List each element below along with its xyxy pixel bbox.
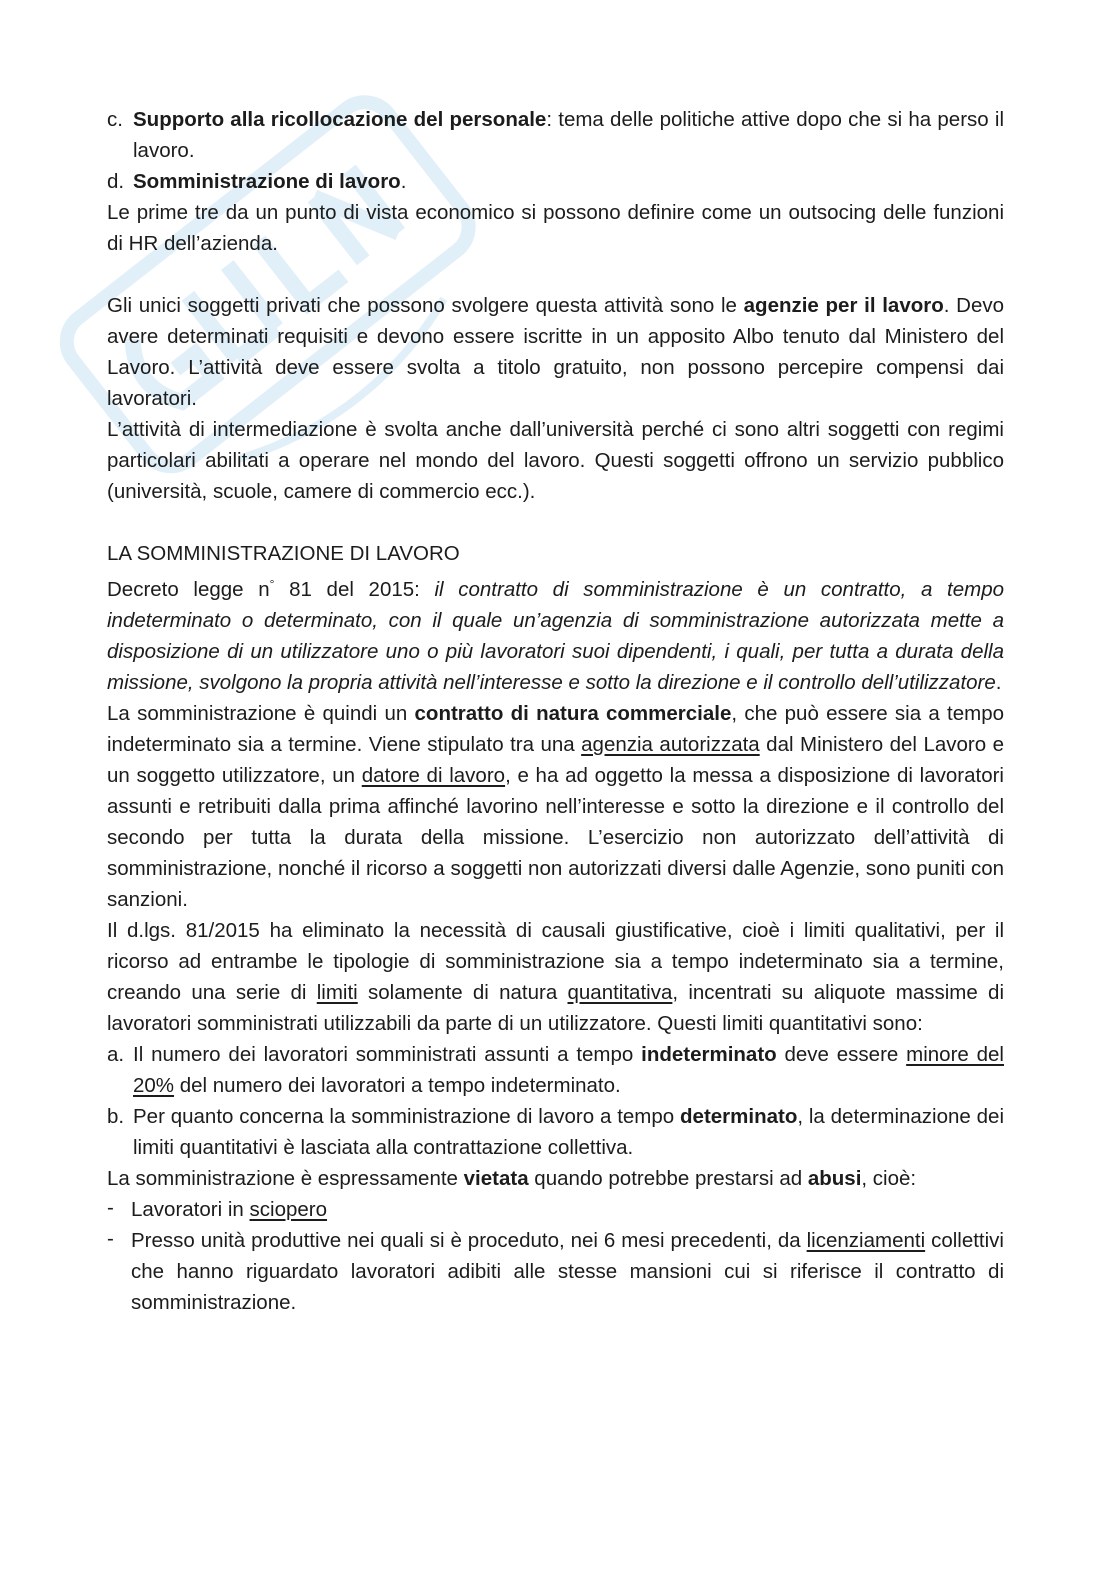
dash-item-sciopero: - Lavoratori in sciopero xyxy=(107,1194,1004,1225)
dash-marker: - xyxy=(107,1226,114,1250)
list-item-b: b. Per quanto concerna la somministrazione di lavoro a tempo determinato, la determinazione dei limiti quantitativi è lasciata alla contrattazione collettiva. xyxy=(107,1101,1004,1163)
list-marker: b. xyxy=(107,1104,125,1128)
paragraph-contratto: La somministrazione è quindi un contratto di natura commerciale, che può essere sia a tempo indeterminato sia a termine. Viene stipulato tra una agenzia autorizzata dal Ministero del Lavoro e un soggetto utilizzatore, un datore di lavoro, e ha ad oggetto la messa a disposizione di lavoratori assunti e retribuiti dalla prima affinché lavorino nell’interesse e sotto la direzione e il controllo del secondo per tutta la durata della missione. L’esercizio non autorizzato dell’attività di somministrazione, nonché il ricorso a soggetti non autorizzati diversi dalle Agenzie, sono puniti con sanzioni. xyxy=(107,701,1005,911)
section-title: LA SOMMINISTRAZIONE DI LAVORO xyxy=(107,542,460,565)
list-marker: d. xyxy=(107,170,125,193)
list-marker: c. xyxy=(107,108,123,131)
list-item-c: c. Supporto alla ricollocazione del personale: tema delle politiche attive dopo che si ha perso il lavoro. xyxy=(107,104,1004,166)
paragraph-agenzie: Gli unici soggetti privati che possono svolgere questa attività sono le agenzie per il lavoro. Devo avere determinati requisiti e devono essere iscritte in un apposito Albo tenuto dal Ministero del Lavoro. L’attività deve essere svolta a titolo gratuito, non possono percepire compensi dai lavoratori. xyxy=(107,294,1005,410)
list-marker: a. xyxy=(107,1042,125,1066)
dash-item-licenziamenti: - Presso unità produttive nei quali si è proceduto, nei 6 mesi precedenti, da licenziamenti collettivi che hanno riguardato lavoratori adibiti alle stesse mansioni cui si riferisce il contratto di somministrazione. xyxy=(107,1225,1004,1318)
list-item-d: d. Somministrazione di lavoro. xyxy=(107,166,1004,197)
paragraph-intermediazione: L’attività di intermediazione è svolta anche dall’università perché ci sono altri soggetti con regimi particolari abilitati a operare nel mondo del lavoro. Questi soggetti offrono un servizio pubblico (università, scuole, camere di commercio ecc.). xyxy=(107,418,1004,503)
document-body xyxy=(107,104,1004,1318)
list-item-a: a. Il numero dei lavoratori somministrati assunti a tempo indeterminato deve essere minore del 20% del numero dei lavoratori a tempo indeterminato. xyxy=(107,1039,1004,1101)
dash-marker: - xyxy=(107,1195,114,1219)
paragraph-decreto: Decreto legge n° 81 del 2015: il contratto di somministrazione è un contratto, a tempo indeterminato o determinato, con il quale un’agenzia di somministrazione autorizzata mette a disposizione di un utilizzatore uno o più lavoratori suoi dipendenti, i quali, per tutta a durata della missione, svolgono la propria attività nell’interesse e sotto la direzione e il controllo dell’utilizzatore. xyxy=(107,577,1005,694)
paragraph-vietata: La somministrazione è espressamente vietata quando potrebbe prestarsi ad abusi, cioè: xyxy=(107,1166,917,1190)
paragraph-dlgs: Il d.lgs. 81/2015 ha eliminato la necessità di causali giustificative, cioè i limiti qualitativi, per il ricorso ad entrambe le tipologie di somministrazione sia a tempo indeterminato sia a termine, creando una serie di limiti solamente di natura quantitativa, incentrati su aliquote massime di lavoratori somministrati utilizzabili da parte di un utilizzatore. Questi limiti quantitativi sono: xyxy=(107,918,1005,1035)
paragraph-outsourcing: Le prime tre da un punto di vista economico si possono definire come un outsocing delle funzioni di HR dell’azienda. xyxy=(107,201,1004,255)
